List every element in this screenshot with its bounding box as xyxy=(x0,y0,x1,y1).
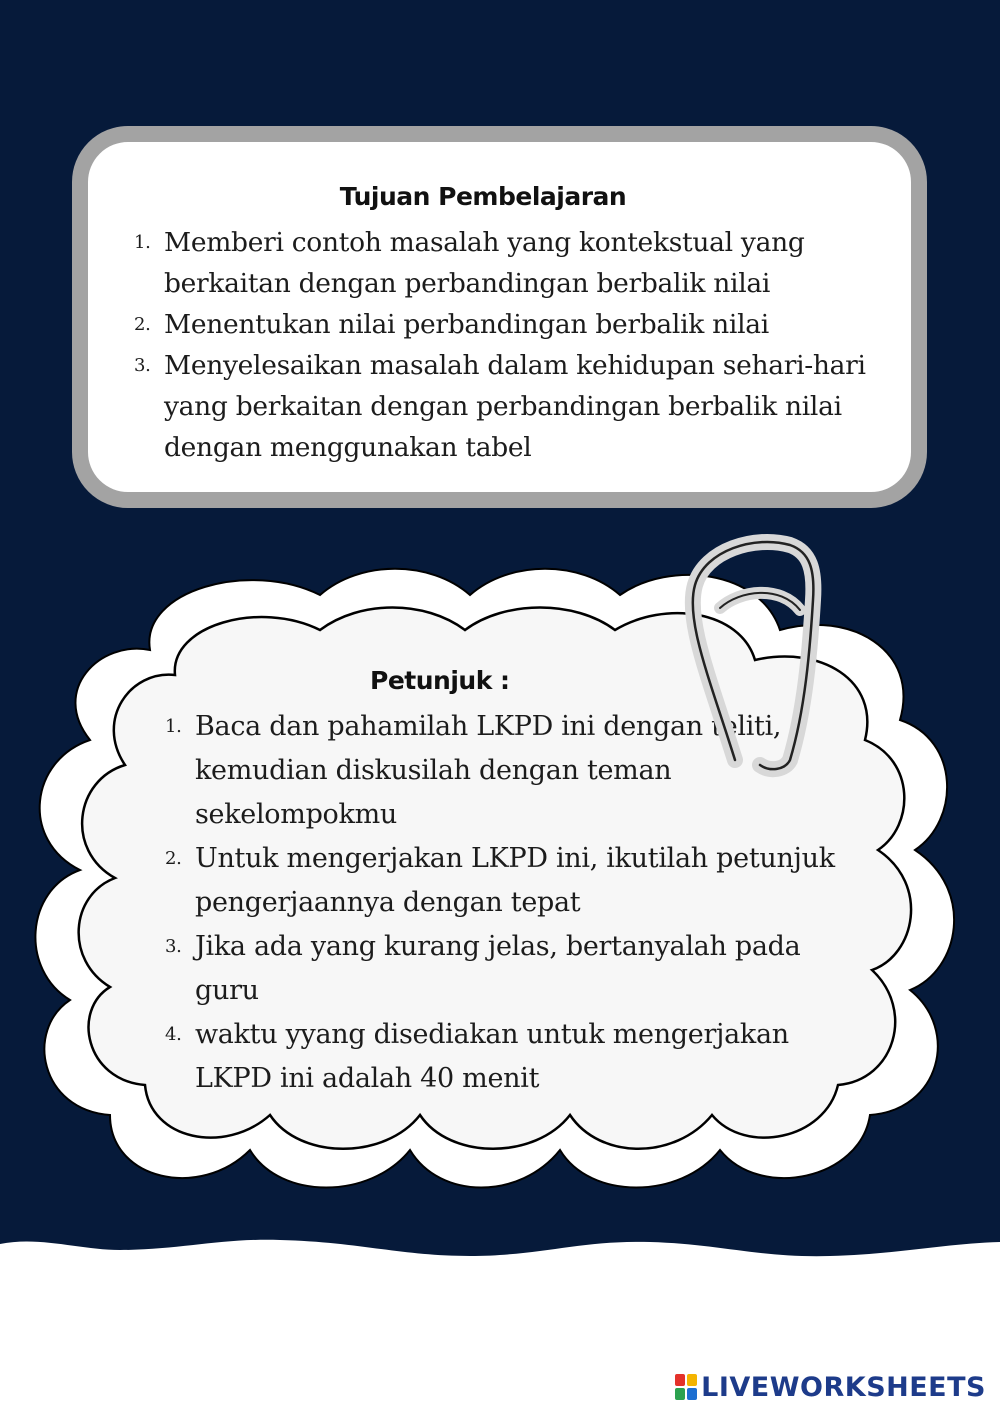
item-line: berkaitan dengan perbandingan berbalik nilai xyxy=(164,268,771,299)
item-line: pengerjaannya dengan tepat xyxy=(195,887,581,918)
liveworksheets-logo xyxy=(675,1370,986,1404)
item-number: 1. xyxy=(165,716,182,737)
tujuan-card xyxy=(72,126,927,508)
item-line: dengan menggunakan tabel xyxy=(164,432,532,463)
item-line: LKPD ini adalah 40 menit xyxy=(195,1063,540,1094)
petunjuk-item xyxy=(165,1013,905,1101)
paperclip-icon xyxy=(680,530,830,780)
tujuan-item xyxy=(134,304,894,345)
item-line: sekelompokmu xyxy=(195,799,397,830)
item-number: 2. xyxy=(134,314,151,335)
item-number: 2. xyxy=(165,848,182,869)
item-line: Untuk mengerjakan LKPD ini, ikutilah petunjuk xyxy=(195,843,835,874)
tujuan-item xyxy=(134,345,894,468)
item-number: 1. xyxy=(134,232,151,253)
item-line: Menyelesaikan masalah dalam kehidupan sehari-hari xyxy=(164,350,866,381)
petunjuk-item xyxy=(165,925,905,1013)
logo-text: LIVEWORKSHEETS xyxy=(701,1371,986,1403)
tujuan-item xyxy=(134,222,894,304)
item-line: guru xyxy=(195,975,259,1006)
item-line: yang berkaitan dengan perbandingan berbalik nilai xyxy=(164,391,842,422)
item-line: Baca dan pahamilah LKPD ini dengan teliti, xyxy=(195,711,782,742)
item-number: 3. xyxy=(134,355,151,376)
item-number: 3. xyxy=(165,936,182,957)
item-line: Memberi contoh masalah yang kontekstual yang xyxy=(164,227,805,258)
item-number: 4. xyxy=(165,1024,182,1045)
item-line: kemudian diskusilah dengan teman xyxy=(195,755,672,786)
tujuan-list xyxy=(134,222,894,468)
item-line: waktu yyang disediakan untuk mengerjakan xyxy=(195,1019,789,1050)
petunjuk-item xyxy=(165,837,905,925)
petunjuk-title: Petunjuk : xyxy=(370,666,510,695)
item-line: Menentukan nilai perbandingan berbalik nilai xyxy=(164,309,769,340)
logo-mark-icon xyxy=(675,1374,697,1400)
tujuan-title: Tujuan Pembelajaran xyxy=(339,182,627,211)
item-line: Jika ada yang kurang jelas, bertanyalah pada xyxy=(195,931,801,962)
